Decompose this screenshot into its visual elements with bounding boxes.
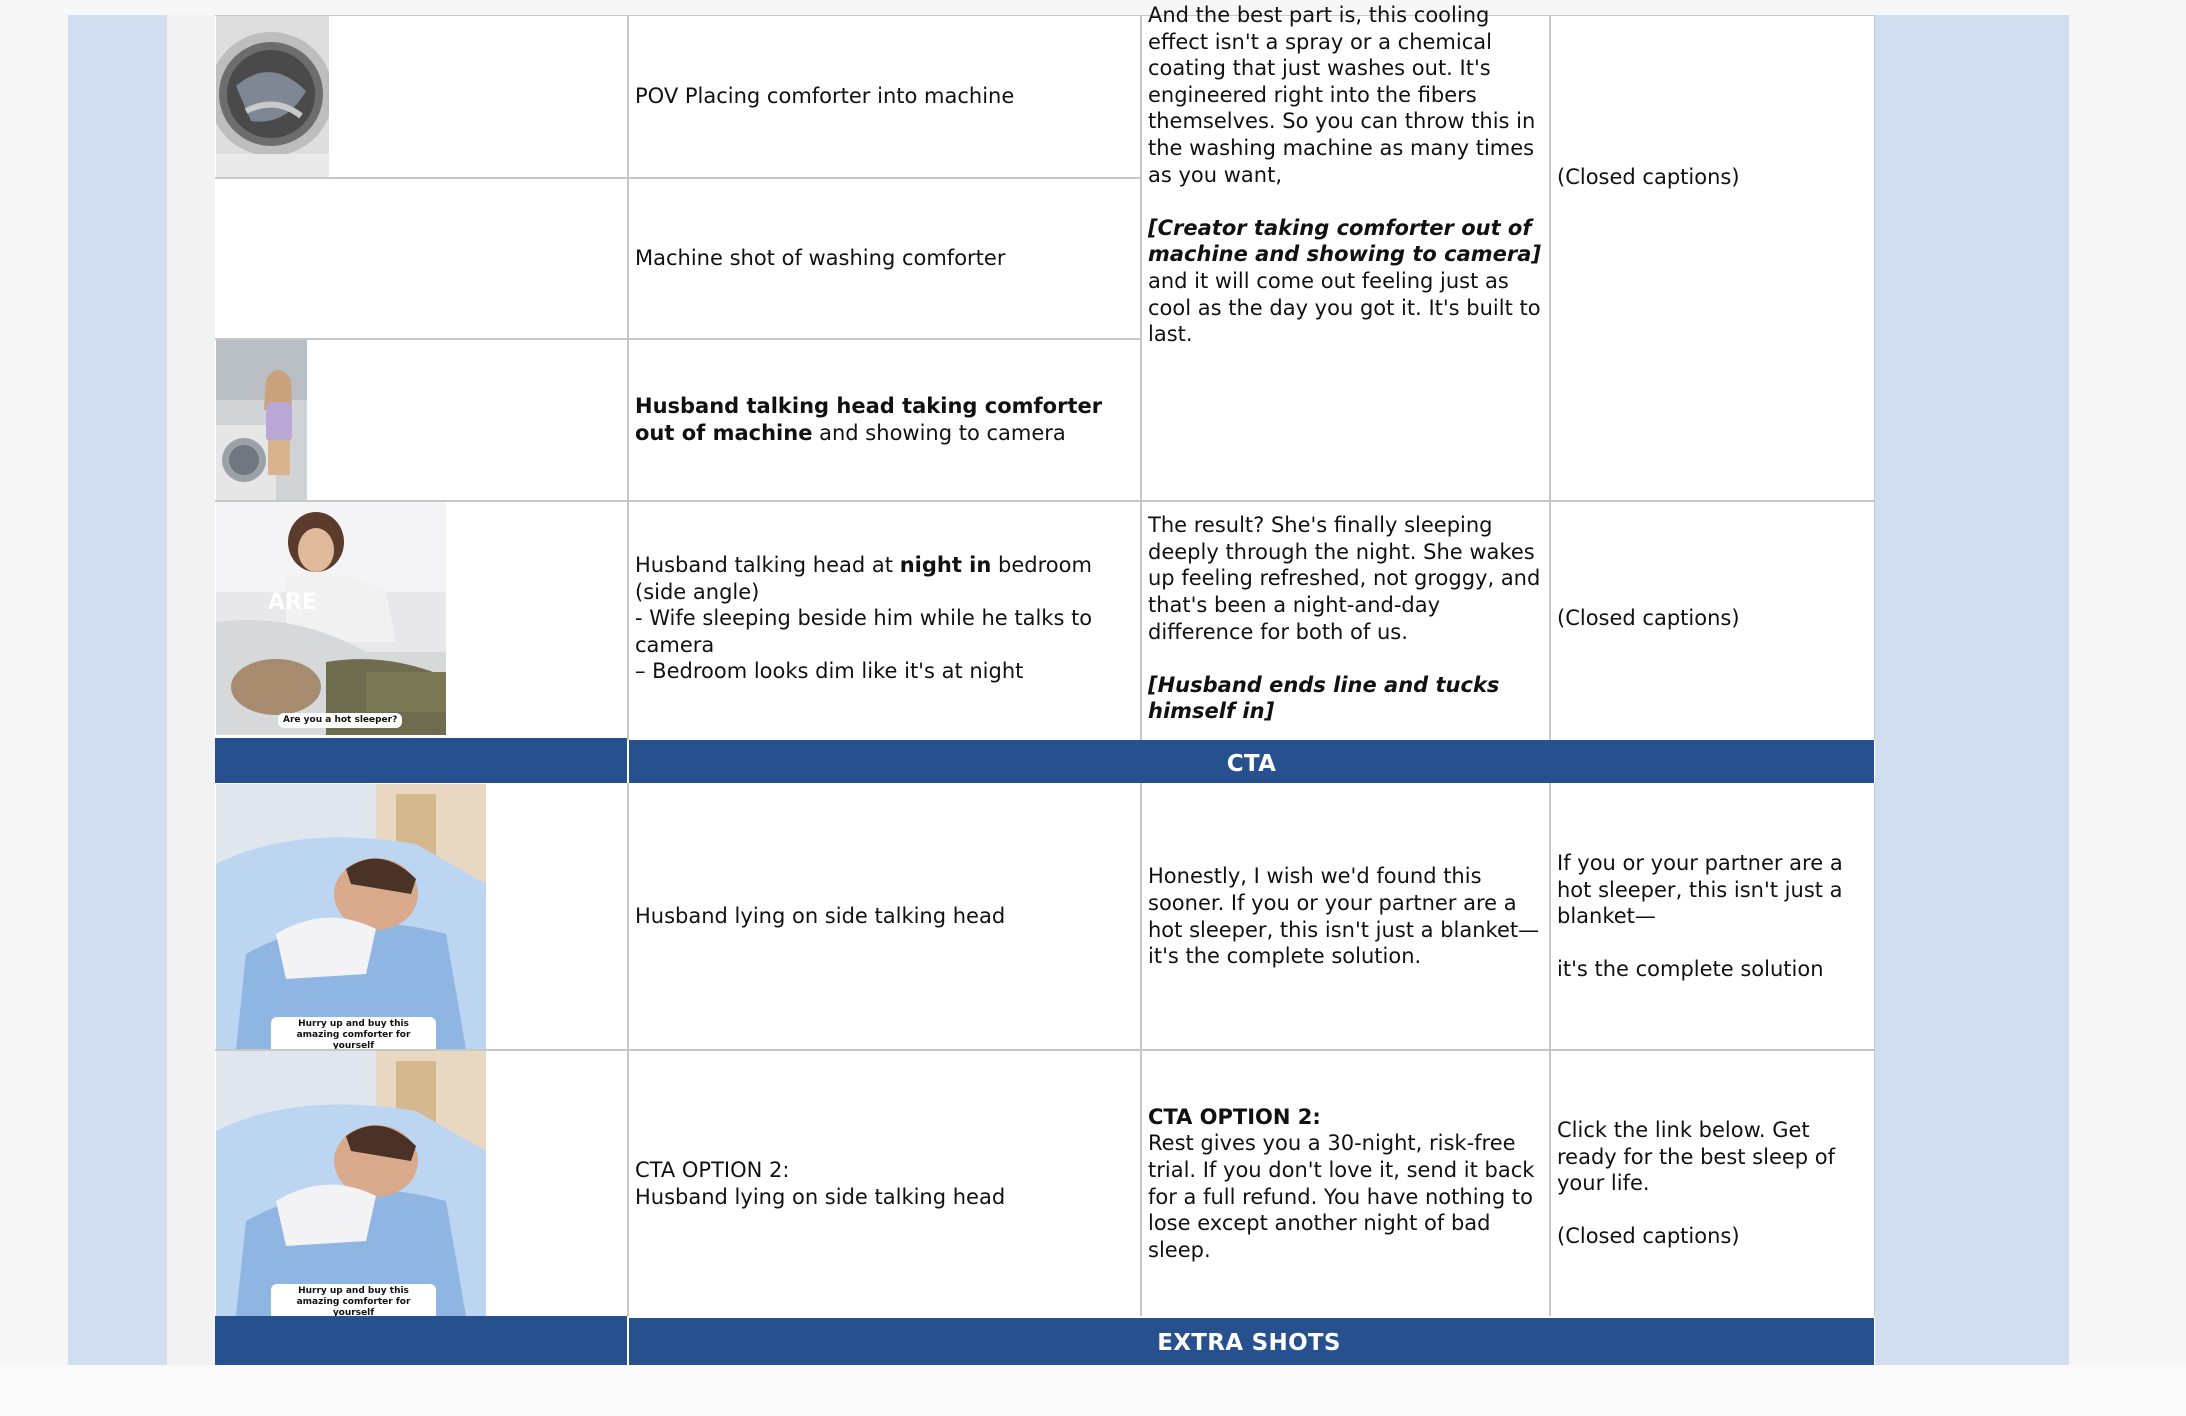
script-cell-merged [1142, 2, 1549, 348]
visual-cell-row-2 [629, 179, 1140, 338]
script-heading: CTA OPTION 2: [1148, 1104, 1321, 1129]
captions-text: (Closed captions) [1557, 165, 1740, 190]
status-bar [0, 1365, 2186, 1416]
captions-text: If you or your partner are a hot sleeper, this isn't just a blanket— [1557, 851, 1843, 929]
stage-direction: [Husband ends line and tucks himself in] [1148, 672, 1500, 724]
script-text: Honestly, I wish we'd found this sooner. If you or your partner are a hot sleeper, this isn't just a blanket—it's the complete solution. [1148, 864, 1540, 969]
script-text: and it will come out feeling just as cool as the day you got it. It's built to last. [1148, 268, 1541, 347]
bedroom-image [216, 502, 446, 735]
section-header-cta [215, 738, 627, 783]
visual-text: and showing to camera [812, 421, 1066, 445]
thumbnail-caption: Are you a hot sleeper? [278, 713, 402, 728]
script-text: And the best part is, this cooling effect isn't a spray or a chemical coating that just washes out. It's engineered right into the fibers themselves. So you can throw this in the washing machine as many times as you want, [1148, 3, 1536, 187]
captions-text: it's the complete solution [1557, 957, 1824, 982]
script-cell-row-6 [1142, 1051, 1549, 1316]
captions-text: (Closed captions) [1557, 1224, 1740, 1249]
visual-text: POV Placing comforter into machine [635, 84, 1015, 109]
section-header-extra-shots [215, 1316, 627, 1365]
husband-lying-image [216, 784, 486, 1049]
captions-text: Click the link below. Get ready for the best sleep of your life. [1557, 1118, 1836, 1196]
stage-direction: [Creator taking comforter out of machine and showing to camera] [1148, 215, 1542, 267]
thumbnail-laundry-room[interactable] [216, 340, 307, 500]
script-cell-row-5 [1142, 784, 1549, 1049]
visual-bullet: - Wife sleeping beside him while he talks to camera [635, 606, 1093, 657]
section-title-cta: CTA [1226, 751, 1277, 777]
script-text: Rest gives you a 30-night, risk-free trial. If you don't love it, send it back for a full refund. You have nothing to lose except another night of bad sleep. [1148, 1131, 1535, 1262]
visual-text: CTA OPTION 2: [635, 1157, 790, 1182]
visual-text: Husband lying on side talking head [635, 904, 1006, 929]
script-cell-row-4 [1142, 502, 1549, 735]
captions-cell-row-5 [1551, 784, 1874, 1049]
captions-text: (Closed captions) [1557, 606, 1740, 631]
captions-cell-row-6 [1551, 1051, 1874, 1316]
thumbnail-bedroom-night[interactable] [216, 502, 446, 735]
captions-cell-row-4 [1551, 502, 1874, 735]
thumbnail-husband-lying[interactable] [216, 784, 486, 1049]
visual-cell-row-5 [629, 784, 1140, 1049]
visual-cell-row-1 [629, 16, 1140, 177]
visual-cell-row-3 [629, 340, 1140, 500]
thumbnail-washing-machine[interactable] [216, 16, 329, 177]
captions-cell-merged [1551, 16, 1874, 339]
visual-text: Machine shot of washing comforter [635, 246, 1006, 271]
visual-bullet: – Bedroom looks dim like it's at night [635, 659, 1024, 684]
thumbnail-husband-lying-option-2[interactable] [216, 1051, 486, 1316]
laundry-room-image [216, 340, 307, 500]
column-divider [1874, 15, 1875, 740]
visual-text: Husband lying on side talking head [635, 1184, 1006, 1209]
visual-cell-row-6 [629, 1051, 1140, 1316]
visual-cell-row-4: Husband talking head at night in bedroom (side angle) - Wife sleeping beside him while he talks to camera – Bedroom looks dim like it's at night [629, 502, 1140, 735]
visual-bold-text: Husband talking head taking comforter out of machine [635, 394, 1103, 445]
thumbnail-overlay-text: ARE [268, 590, 317, 615]
washing-machine-image [216, 16, 329, 177]
section-title-extra-shots: EXTRA SHOTS [1157, 1330, 1341, 1356]
script-text: The result? She's finally sleeping deeply through the night. She wakes up feeling refreshed, not groggy, and that's been a night-and-day difference for both of us. [1148, 513, 1541, 644]
visual-bold-text: night in [899, 553, 992, 578]
husband-lying-image [216, 1051, 486, 1316]
thumbnail-caption: Hurry up and buy this amazing comforter for yourself [271, 1017, 436, 1049]
thumbnail-caption: Hurry up and buy this amazing comforter for yourself [271, 1284, 436, 1316]
